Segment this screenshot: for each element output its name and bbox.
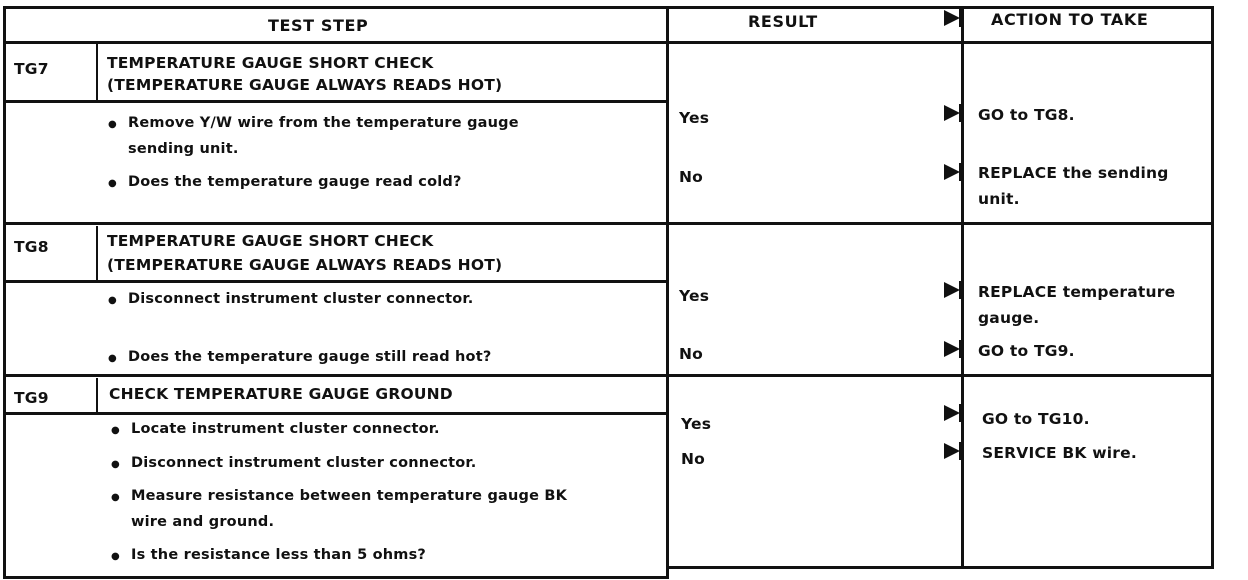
- header-arrow-icon: [944, 10, 960, 26]
- instruction-tg7-1-line1: ● Remove Y/W wire from the temperature gauge: [128, 115, 519, 131]
- action-tg9-no: SERVICE BK wire.: [982, 444, 1137, 462]
- arrow-icon-tg9-yes: [944, 405, 960, 421]
- step-separator-2: [3, 374, 1213, 377]
- instruction-tg9-1: ● Locate instrument cluster connector.: [131, 421, 440, 437]
- action-tg8-yes-line1: REPLACE temperature: [978, 283, 1176, 301]
- result-tg8-yes: Yes: [679, 287, 710, 305]
- header-divider: [3, 41, 1213, 44]
- instruction-tg8-1: ● Disconnect instrument cluster connector.: [128, 291, 473, 307]
- title-underline-tg8: [3, 280, 668, 283]
- instruction-tg9-3-line1: ● Measure resistance between temperature gauge BK: [131, 488, 567, 504]
- step-id-tg7: TG7: [14, 60, 49, 78]
- table-border-right: [1211, 6, 1214, 567]
- instruction-tg7-1-line2: sending unit.: [128, 141, 239, 157]
- header-result: RESULT: [748, 12, 818, 31]
- title-underline-tg9: [3, 412, 668, 415]
- instruction-tg7-2: ● Does the temperature gauge read cold?: [128, 174, 462, 190]
- table-border-top: [3, 6, 1213, 9]
- arrow-icon-tg9-no: [944, 443, 960, 459]
- instruction-tg8-2: ● Does the temperature gauge still read hot?: [128, 349, 491, 365]
- table-border-bottom-right: [666, 566, 1214, 569]
- result-tg7-yes: Yes: [679, 109, 710, 127]
- id-divider-tg7: [96, 44, 98, 102]
- table-border-bottom: [3, 576, 668, 579]
- result-tg8-no: No: [679, 345, 704, 363]
- table-border-left: [3, 6, 6, 579]
- step-title-tg8-line2: (TEMPERATURE GAUGE ALWAYS READS HOT): [107, 256, 503, 274]
- result-tg9-yes: Yes: [681, 415, 712, 433]
- id-divider-tg9: [96, 378, 98, 414]
- step-title-tg7-line2: (TEMPERATURE GAUGE ALWAYS READS HOT): [107, 76, 503, 94]
- step-title-tg9: CHECK TEMPERATURE GAUGE GROUND: [109, 385, 453, 403]
- action-tg9-yes: GO to TG10.: [982, 410, 1090, 428]
- step-separator-1: [3, 222, 1213, 225]
- step-id-tg9: TG9: [14, 389, 49, 407]
- instruction-tg9-2: ● Disconnect instrument cluster connector.: [131, 455, 476, 471]
- column-divider-result: [666, 6, 669, 579]
- step-title-tg8-line1: TEMPERATURE GAUGE SHORT CHECK: [107, 232, 434, 250]
- result-tg9-no: No: [681, 450, 706, 468]
- header-action: ACTION TO TAKE: [991, 10, 1149, 29]
- action-tg8-yes-line2: gauge.: [978, 309, 1040, 327]
- instruction-tg9-4: ● Is the resistance less than 5 ohms?: [131, 547, 426, 563]
- action-tg7-yes: GO to TG8.: [978, 106, 1075, 124]
- instruction-tg9-3-line2: wire and ground.: [131, 514, 275, 530]
- arrow-icon-tg7-yes: [944, 105, 960, 121]
- id-divider-tg8: [96, 226, 98, 282]
- header-test-step: TEST STEP: [268, 16, 369, 35]
- arrow-icon-tg8-yes: [944, 282, 960, 298]
- result-tg7-no: No: [679, 168, 704, 186]
- step-title-tg7-line1: TEMPERATURE GAUGE SHORT CHECK: [107, 54, 434, 72]
- action-tg7-no-line2: unit.: [978, 190, 1020, 208]
- arrow-icon-tg8-no: [944, 341, 960, 357]
- arrow-icon-tg7-no: [944, 164, 960, 180]
- title-underline-tg7: [3, 100, 668, 103]
- action-tg8-no: GO to TG9.: [978, 342, 1075, 360]
- step-id-tg8: TG8: [14, 238, 49, 256]
- action-tg7-no-line1: REPLACE the sending: [978, 164, 1169, 182]
